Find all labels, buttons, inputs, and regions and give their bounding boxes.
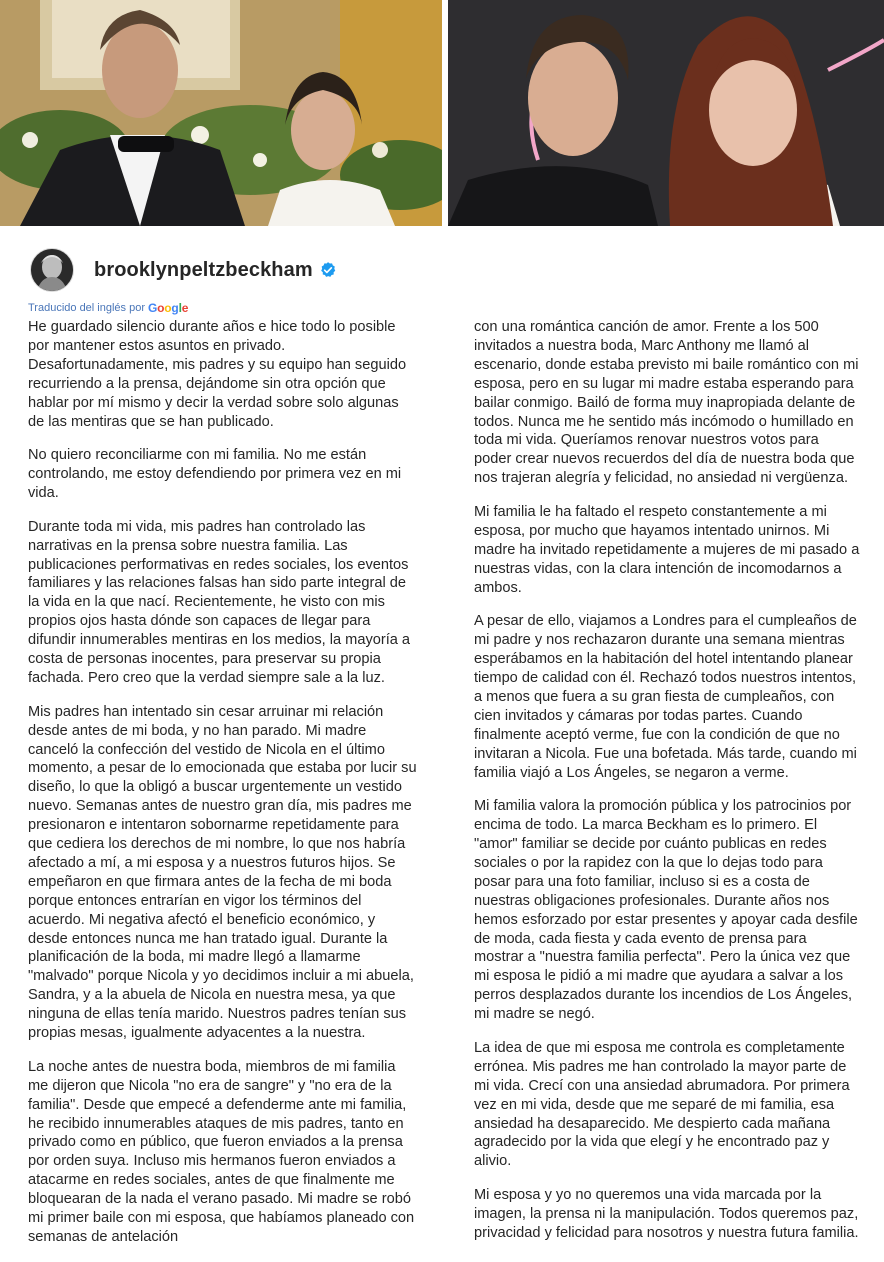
paragraph: con una romántica canción de amor. Frente a los 500 invitados a nuestra boda, Marc Anthony me llamó al escenario, donde estaba previsto mi baile romántico con mi esposa, pero en su lugar mi madre estaba esperando para bailar conmigo. Bailó de forma muy inapropiada delante de todos. Nunca me he sentido más incómodo o humillado en toda mi vida. Queríamos renovar nuestros votos para poder crear nuevos recuerdos del día de nuestra boda que nos trajeran alegría y felicidad, no ansiedad ni vergüenza. [474, 319, 859, 487]
paragraph: Mi familia le ha faltado el respeto constantemente a mi esposa, por mucho que hayamos intentado unirnos. Mi madre ha invitado repetidamente a mujeres de mi pasado a nuestras vidas, con la clara intención de incomodarnos a ambos. [474, 503, 860, 596]
avatar[interactable] [30, 248, 74, 292]
paragraph: Mi familia valora la promoción pública y los patrocinios por encima de todo. La marca Beckham es lo primero. El "amor" familiar se decide por cuánto publicas en redes sociales o por la rapidez con la que lo dejas todo para posar para una foto familiar, incluso si es a costa de nuestras obligaciones profesionales. Durante años nos hemos esforzado por estar presentes y apoyar cada desfile de moda, cada fiesta y cada evento de prensa para mostrar a "nuestra familia perfecta". Pero la única vez que mi esposa le pidió a mi madre que ayudara a salvar a los perros desplazados durante los incendios de Los Ángeles, mi madre se negó. [474, 798, 858, 1023]
header-photos [0, 0, 884, 226]
google-logo: Google [148, 301, 189, 315]
paragraph: A pesar de ello, viajamos a Londres para el cumpleaños de mi padre y nos rechazaron durante una semana mientras esperábamos en la habitación del hotel intentando planear tiempo de calidad con él. Rechazó todos nuestros intentos, a menos que fuera a su gran fiesta de cumpleaños, con cien invitados y cámaras por todas partes. Cuando finalmente aceptó verme, fue con la condición de que no invitaran a Nicola. Fue una bofetada. Más tarde, cuando mi familia viajó a Los Ángeles, se negaron a verme. [474, 613, 857, 781]
paragraph: Desafortunadamente, mis padres y su equipo han seguido recurriendo a la prensa, dejándome sin otra opción que hablar por mí mismo y decir la verdad sobre solo algunas de las mentiras que se han publicado. [28, 356, 407, 430]
paragraph: Durante toda mi vida, mis padres han controlado las narrativas en la prensa sobre nuestra familia. Las publicaciones performativas en redes sociales, los eventos familiares y las relaciones falsas han sido parte integral de la vida en la que nací. Recientemente, he visto con mis propios ojos hasta dónde son capaces de llegar para difundir innumerables mentiras en los medios, la mayoría a costa de personas inocentes, para preservar su propia fachada. Pero creo que la verdad siempre sale a la luz. [28, 518, 411, 686]
post-text-right-column [474, 318, 860, 1258]
post-header [30, 246, 337, 294]
post-text-left-column [28, 318, 418, 1262]
translation-label: Traducido del inglés por [28, 302, 145, 314]
profile-username[interactable]: brooklynpeltzbeckham [94, 258, 313, 281]
verified-badge-icon [319, 261, 337, 279]
avatar-photo-icon [31, 249, 73, 291]
paragraph: Mi esposa y yo no queremos una vida marcada por la imagen, la prensa ni la manipulación. Todos queremos paz, privacidad y felicidad para nosotros y nuestra futura familia. [474, 1187, 859, 1241]
paragraph: He guardado silencio durante años e hice todo lo posible por mantener estos asuntos en privado. [28, 319, 396, 354]
paragraph: Mis padres han intentado sin cesar arruinar mi relación desde antes de mi boda, y no han parado. Mi madre canceló la confección del vestido de Nicola en el último momento, a pesar de lo emocionada que estaba por lucir su diseño, lo que la obligó a buscar urgentemente un vestido nuevo. Semanas antes de nuestro gran día, mis padres me presionaron e intentaron sobornarme repetidamente para que cediera los derechos de mi nombre, lo que nos habría afectado a mí, a mi esposa y a nuestros futuros hijos. Se empeñaron en que firmara antes de la fecha de mi boda porque entonces entrarían en vigor los términos del acuerdo. Mi negativa afectó el beneficio económico, y desde entonces nunca me han tratado igual. Durante la planificación de la boda, mi madre llegó a llamarme "malvado" porque Nicola y yo decidimos incluir a mi abuela, Sandra, y a la abuela de Nicola en nuestra mesa, ya que ninguna de ellas tenía marido. Nuestros padres tenían sus propias mesas, igualmente adyacentes a la nuestra. [28, 703, 417, 1042]
paragraph: La noche antes de nuestra boda, miembros de mi familia me dijeron que Nicola "no era de sangre" y "no era de la familia". Desde que empecé a defenderme ante mi familia, he recibido innumerables ataques de mis padres, tanto en privado como en público, que fueron enviados a la prensa por orden suya. Incluso mis hermanos fueron enviados a atacarme en redes sociales, antes de que finalmente me bloquearan de la nada el verano pasado. Mi madre se robó mi primer baile con mi esposa, que habíamos planeado con semanas de antelación [28, 1058, 415, 1245]
translation-note[interactable] [28, 301, 188, 315]
photo-couple [448, 0, 884, 226]
photo-parents [0, 0, 442, 226]
paragraph: La idea de que mi esposa me controla es completamente errónea. Mis padres me han controlado la mayor parte de mi vida. Crecí con una ansiedad abrumadora. Por primera vez en mi vida, desde que me separé de mi familia, esa ansiedad ha desaparecido. Me despierto cada mañana agradecido por la vida que elegí y he encontrado paz y alivio. [474, 1039, 850, 1170]
paragraph: No quiero reconciliarme con mi familia. No me están controlando, me estoy defendiendo por primera vez en mi vida. [28, 447, 402, 502]
